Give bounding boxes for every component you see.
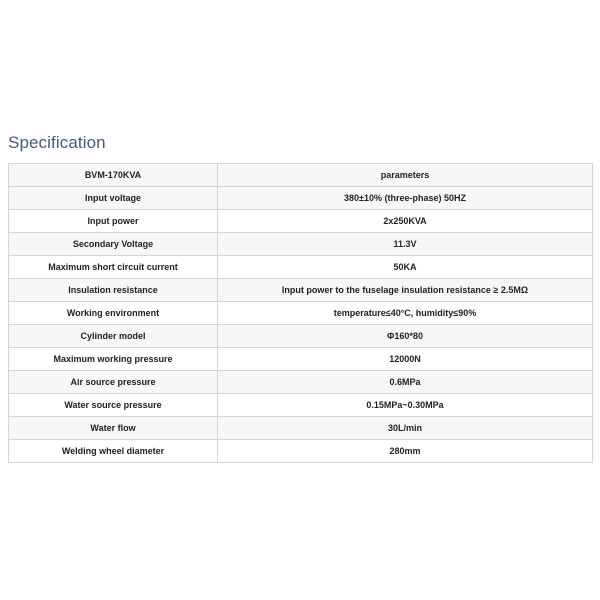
- row-label: Maximum working pressure: [9, 348, 218, 371]
- header-model: BVM-170KVA: [9, 164, 218, 187]
- row-label: Water flow: [9, 417, 218, 440]
- row-value: Input power to the fuselage insulation resistance ≥ 2.5MΩ: [218, 279, 593, 302]
- section-title: Specification: [8, 133, 106, 152]
- row-label: Input power: [9, 210, 218, 233]
- row-value: 380±10% (three-phase) 50HZ: [218, 187, 593, 210]
- row-label: Secondary Voltage: [9, 233, 218, 256]
- row-label: Insulation resistance: [9, 279, 218, 302]
- row-value: 50KA: [218, 256, 593, 279]
- row-value: 11.3V: [218, 233, 593, 256]
- table-row: [9, 394, 593, 417]
- table-row: [9, 325, 593, 348]
- table-row: [9, 187, 593, 210]
- row-value: 12000N: [218, 348, 593, 371]
- row-label: Working environment: [9, 302, 218, 325]
- table-header-row: [9, 164, 593, 187]
- row-label: Maximum short circuit current: [9, 256, 218, 279]
- table-row: [9, 348, 593, 371]
- row-value: 280mm: [218, 440, 593, 463]
- row-label: Input voltage: [9, 187, 218, 210]
- row-value: Φ160*80: [218, 325, 593, 348]
- table-row: [9, 233, 593, 256]
- table-row: [9, 210, 593, 233]
- row-value: 0.6MPa: [218, 371, 593, 394]
- row-label: Air source pressure: [9, 371, 218, 394]
- row-label: Water source pressure: [9, 394, 218, 417]
- table-row: [9, 256, 593, 279]
- specification-table: [8, 163, 593, 463]
- table-row: [9, 302, 593, 325]
- row-value: temperature≤40°C, humidity≤90%: [218, 302, 593, 325]
- row-value: 30L/min: [218, 417, 593, 440]
- row-label: Cylinder model: [9, 325, 218, 348]
- header-parameters: parameters: [218, 164, 593, 187]
- table-row: [9, 371, 593, 394]
- row-label: Welding wheel diameter: [9, 440, 218, 463]
- row-value: 2x250KVA: [218, 210, 593, 233]
- table-row: [9, 440, 593, 463]
- row-value: 0.15MPa~0.30MPa: [218, 394, 593, 417]
- table-row: [9, 417, 593, 440]
- table-row: [9, 279, 593, 302]
